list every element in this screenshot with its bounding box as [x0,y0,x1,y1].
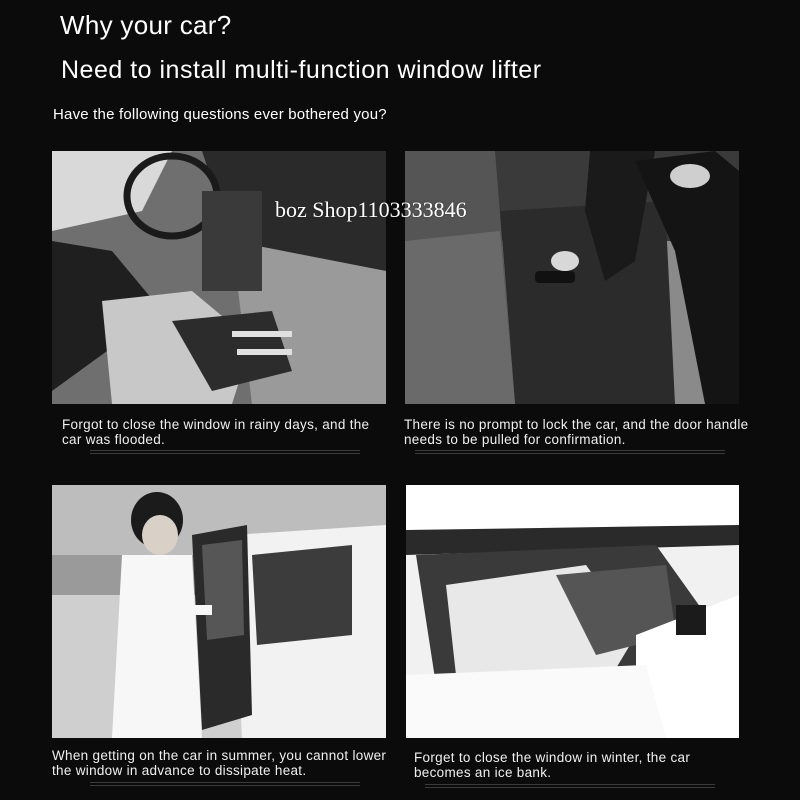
caption-door-lock: There is no prompt to lock the car, and the door handle needs to be pulled for confirmation. [404,417,749,447]
summer-open-door-photo [52,485,386,738]
flooded-car-interior-photo [52,151,386,404]
caption-winter-ice: Forget to close the window in winter, the car becomes an ice bank. [414,750,691,780]
snow-filled-car-photo [406,485,739,738]
fine-print-lines [425,782,715,790]
caption-summer-heat: When getting on the car in summer, you cannot lower the window in advance to dissipate heat. [52,748,387,778]
caption-rainy-days: Forgot to close the window in rainy days, and the car was flooded. [62,417,370,447]
fine-print-lines [90,448,360,456]
fine-print-lines [90,780,360,788]
intro-question: Have the following questions ever bothered you? [53,106,387,123]
door-handle-check-photo [405,151,739,404]
watermark-text: boz Shop1103333846 [275,197,467,222]
page-title: Why your car? [60,10,232,40]
fine-print-lines [415,448,725,456]
page-subtitle: Need to install multi-function window lifter [61,56,542,84]
